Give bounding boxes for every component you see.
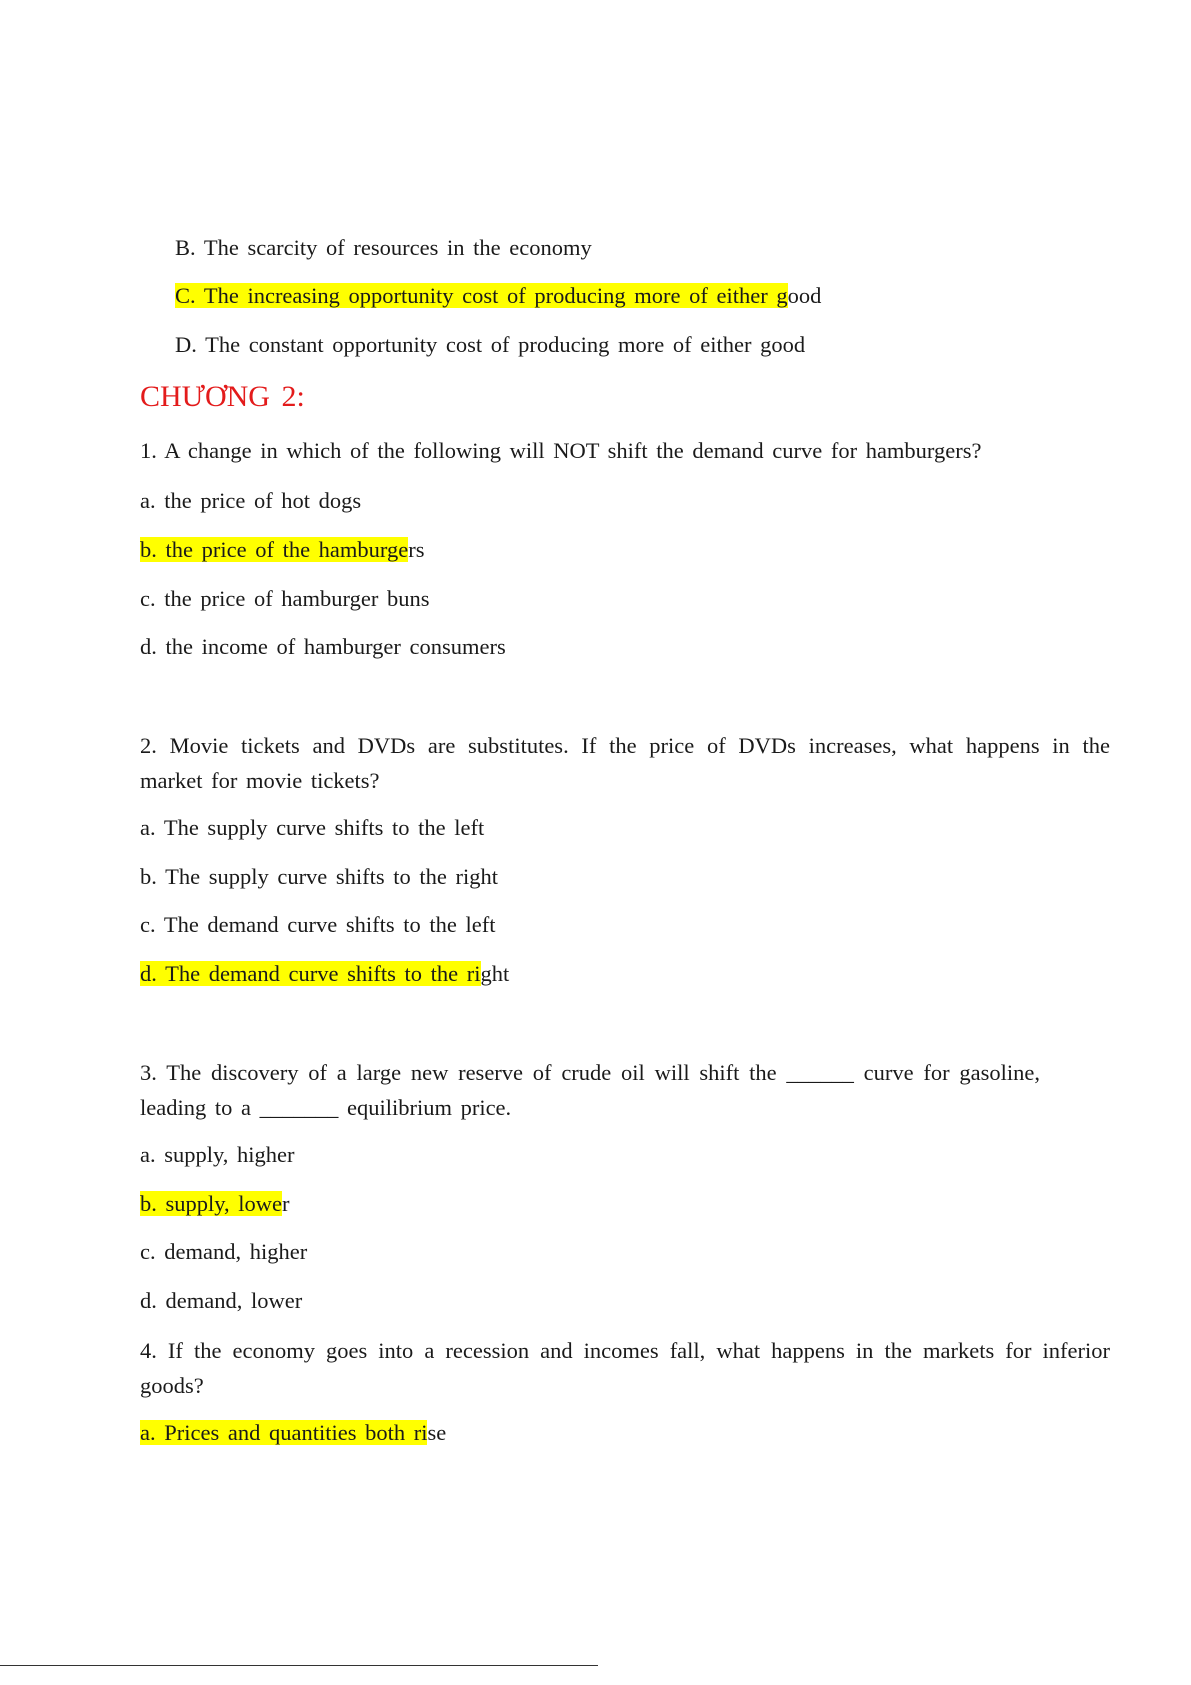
q3-option-b <box>140 1189 290 1219</box>
option-b-prev: B. The scarcity of resources in the economy <box>175 235 592 260</box>
q4-option-a <box>140 1418 446 1448</box>
footer-rule <box>0 1665 598 1666</box>
question-1: 1. A change in which of the following will NOT shift the demand curve for hamburgers? <box>140 438 982 463</box>
q3-option-c: c. demand, higher <box>140 1239 308 1264</box>
option-text-rest: ood <box>787 283 822 308</box>
question-2: 2. Movie tickets and DVDs are substitutes. If the price of DVDs increases, what happens in the market for movie tickets? <box>140 733 1110 793</box>
q2-option-c: c. The demand curve shifts to the left <box>140 912 496 937</box>
q1-option-b <box>140 535 425 565</box>
q3-option-d: d. demand, lower <box>140 1288 303 1313</box>
option-d-prev: D. The constant opportunity cost of producing more of either good <box>175 332 806 357</box>
q1-option-d: d. the income of hamburger consumers <box>140 634 506 659</box>
option-text-rest: ght <box>480 961 510 986</box>
question-3: 3. The discovery of a large new reserve of crude oil will shift the ______ curve for gasoline, leading to a _______ equilibrium price. <box>140 1060 1040 1120</box>
option-text-rest: rs <box>408 537 425 562</box>
answer-highlight: d. The demand curve shifts to the ri <box>140 961 481 986</box>
question-4: 4. If the economy goes into a recession and incomes fall, what happens in the markets for inferior goods? <box>140 1338 1110 1398</box>
chapter-heading: CHƯƠNG 2: <box>140 380 305 413</box>
q2-option-b: b. The supply curve shifts to the right <box>140 864 499 889</box>
q2-option-d <box>140 959 509 989</box>
q1-option-a: a. the price of hot dogs <box>140 488 362 513</box>
q1-option-c: c. the price of hamburger buns <box>140 586 430 611</box>
q2-option-a: a. The supply curve shifts to the left <box>140 815 485 840</box>
option-text-rest: r <box>282 1191 290 1216</box>
answer-highlight: C. The increasing opportunity cost of producing more of either g <box>175 283 788 308</box>
answer-highlight: a. Prices and quantities both ri <box>140 1420 428 1445</box>
q3-option-a: a. supply, higher <box>140 1142 295 1167</box>
option-text-rest: se <box>427 1420 447 1445</box>
answer-highlight: b. supply, lowe <box>140 1191 283 1216</box>
answer-highlight: b. the price of the hamburge <box>140 537 409 562</box>
option-c-prev <box>175 281 821 311</box>
